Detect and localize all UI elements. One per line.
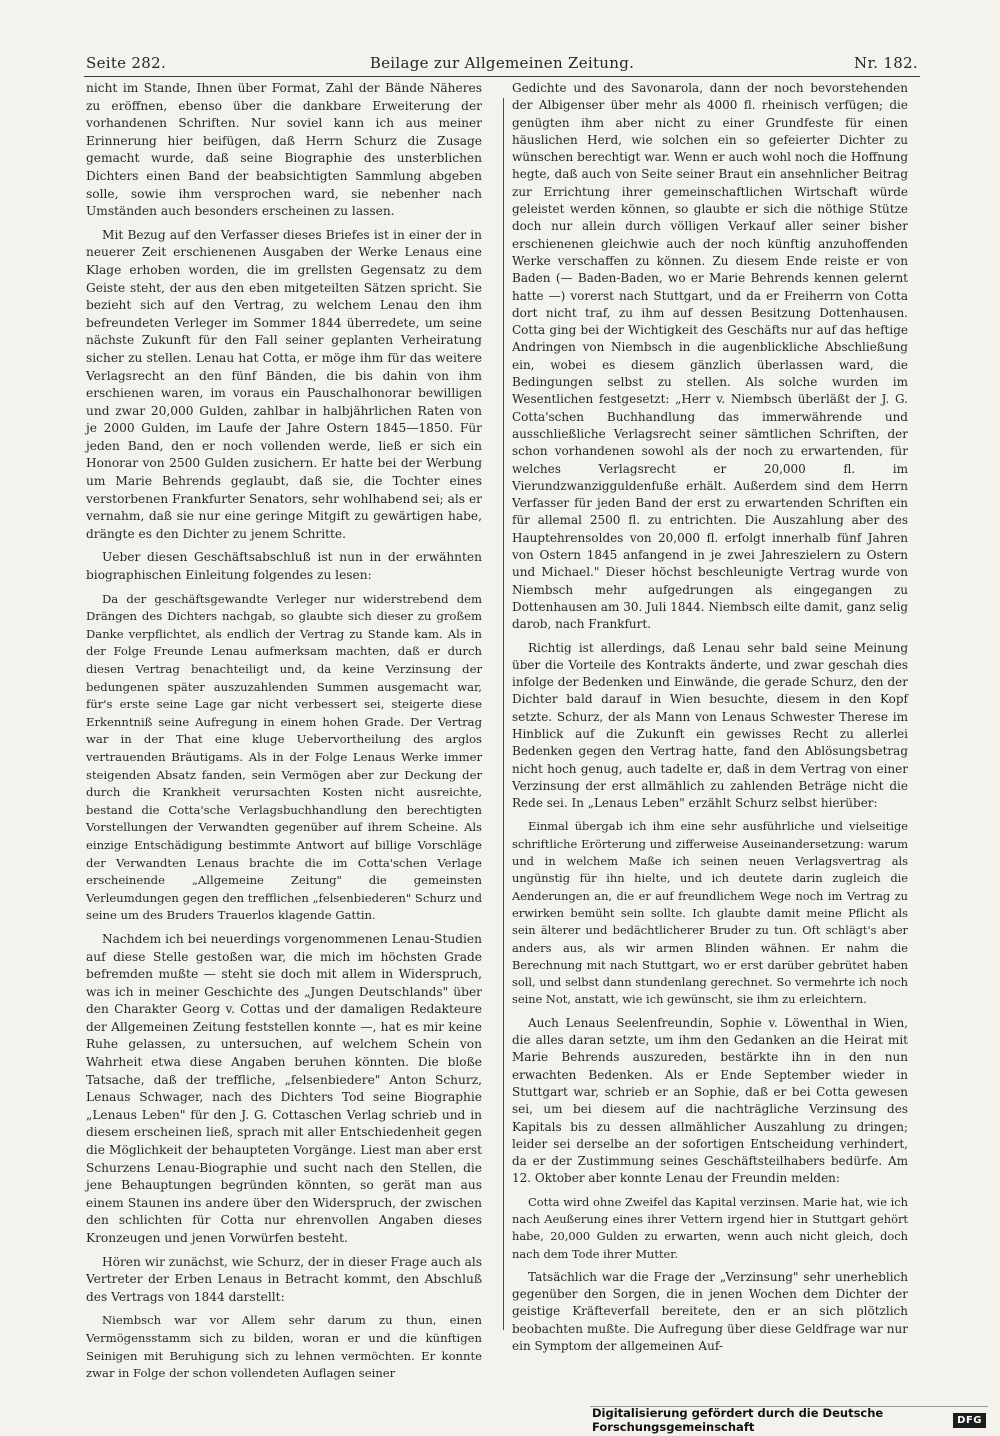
column-divider <box>503 98 504 1330</box>
header-rule <box>84 76 920 77</box>
left-column <box>86 80 482 1389</box>
page-number: Seite 282. <box>86 54 167 72</box>
block-quote: Cotta wird ohne Zweifel das Kapital verzinsen. Marie hat, wie ich nach Aeußerung eines ihrer Vettern irgend hier in Stuttgart gehört habe, 20,000 Gulden zu erwarten, wenn auch nicht gleich, doch nach dem Tode ihrer Mutter. <box>512 1194 908 1261</box>
paragraph: Richtig ist allerdings, daß Lenau sehr bald seine Meinung über die Vorteile des Kontrakts änderte, und zwar geschah dies infolge der Bedenken und Einwände, die gerade Schurz, den der Dichter bald darauf in Wien besuchte, diesem in den Kopf setzte. Schurz, der als Mann von Lenaus Schwester Therese im Hinblick auf die Zukunft ein gewisses Recht zu allerlei Bedenken gegen den Vertrag hatte, fand den Ablösungsbetrag nicht hoch genug, auch tadelte er, daß in dem Vertrag von einer Verzinsung der erst allmählich zu zahlenden Beträge nicht die Rede sei. In „Lenaus Leben" erzählt Schurz selbst hierüber: <box>512 640 908 811</box>
issue-number: Nr. 182. <box>854 54 918 72</box>
footer-text: Digitalisierung gefördert durch die Deutsche Forschungsgemeinschaft <box>592 1406 884 1434</box>
paragraph: Auch Lenaus Seelenfreundin, Sophie v. Löwenthal in Wien, die alles daran setzte, um ihm den Gedanken an die Heirat mit Marie Behrends auszureden, bestärkte ihn in den nun erwachten Bedenken. Als er Ende September wieder in Stuttgart war, schrieb er an Sophie, daß er bei Cotta gewesen sei, um bei diesem auf die nachträgliche Verzinsung des Kapitals bis zu dessen allmählicher Auszahlung zu dringen; leider sei derselbe an der sofortigen Entscheidung verhindert, da er der Zustimmung seines Geschäftsteilhabers bedürfe. Am 12. Oktober aber konnte Lenau der Freundin melden: <box>512 1015 908 1186</box>
footer-credit <box>592 1406 986 1434</box>
paragraph: Ueber diesen Geschäftsabschluß ist nun in der erwähnten biographischen Einleitung folgendes zu lesen: <box>86 550 482 583</box>
block-quote: Einmal übergab ich ihm eine sehr ausführliche und vielseitige schriftliche Erörterung und zifferweise Auseinandersetzung: warum und in welchem Maße ich seinen neuen Verlagsvertrag als ungünstig für ihn hielte, und ich deutete darin zugleich die Aenderungen an, die er auf freundlichem Wege noch im Vertrag zu erwirken bemüht sein sollte. Ich glaubte damit meine Pflicht als sein älterer und bedächtlicherer Bruder zu tun. Oft schlägt's aber anders aus, als wir armen Blinden wähnen. Er nahm die Berechnung mit nach Stuttgart, wo er erst darüber gebrütet haben soll, und selbst dann stundenlang gerechnet. So vermehrte ich noch seine Not, anstatt, wie ich gewünscht, sie ihm zu erleichtern. <box>512 819 908 1007</box>
paragraph: nicht im Stande, Ihnen über Format, Zahl der Bände Näheres zu eröffnen, ebenso über die dankbare Erweiterung der vorhandenen Schriften. Nur soviel kann ich aus meiner Erinnerung hier beifügen, daß Herrn Schurz die Zusage gemacht wurde, daß seine Biographie des unsterblichen Dichters einen Band der beabsichtigten Sammlung abgeben solle, sowie ihm versprochen ward, sie nebenher nach Umständen auch besonders erscheinen zu lassen. <box>86 81 482 219</box>
paragraph: Hören wir zunächst, wie Schurz, der in dieser Frage auch als Vertreter der Erben Lenaus in Betracht kommt, den Abschluß des Vertrags von 1844 darstellt: <box>86 1254 482 1304</box>
page-header <box>86 50 918 76</box>
right-column <box>512 80 908 1361</box>
paragraph: Gedichte und des Savonarola, dann der noch bevorstehenden der Albigenser über mehr als 4000 fl. rheinisch verfügen; die genügten ihm aber nicht zu einer Grundfeste für einen häuslichen Herd, wie solchen ein so gefeierter Dichter zu wünschen berechtigt war. Wenn er auch wohl noch die Hoffnung hegte, daß auch von Seite seiner Braut ein ansehnlicher Beitrag zur Errichtung ihrer gemeinschaftlichen Wirtschaft würde geleistet werden können, so glaubte er sich die nöthige Stütze doch nur allein durch völligen Verkauf aller seiner bisher erschienenen gleichwie auch der noch künftig anzuhoffenden Werke verschaffen zu können. Zu diesem Ende reiste er von Baden (— Baden-Baden, wo er Marie Behrends kennen gelernt hatte —) vorerst nach Stuttgart, und da er Freiherrn von Cotta dort nicht traf, zu ihm auf dessen Besitzung Dottenhausen. Cotta ging bei der Wichtigkeit des Geschäfts nur auf das heftige Andringen von Niembsch in die augenblickliche Abschließung ein, wobei es diesem gänzlich überlassen ward, die Bedingungen selbst zu stellen. Als solche wurden im Wesentlichen festgesetzt: „Herr v. Niembsch überläßt der J. G. Cotta'schen Buchhandlung das immerwährende und ausschließliche Verlagsrecht seiner sämtlichen Schriften, der schon vorhandenen sowohl als der noch zu erwartenden, für welches Verlagsrecht er 20,000 fl. im Vierundzwanzigguldenfuße erhält. Außerdem sind dem Herrn Verfasser für jeden Band der erst zu erwartenden Schriften ein für allemal 2500 fl. zu entrichten. Die Auszahlung aber des Hauptehrensoldes von 20,000 fl. erfolgt innerhalb fünf Jahren von Ostern 1845 anfangend in je zwei Jahreszielern zu Ostern und Michael." Dieser höchst beschleunigte Vertrag wurde von Niembsch mehr aufgedrungen als eingegangen zu Dottenhausen am 30. Juli 1844. Niembsch eilte damit, ganz selig darob, nach Frankfurt. <box>512 81 908 632</box>
paragraph: Tatsächlich war die Frage der „Verzinsung" sehr unerheblich gegenüber den Sorgen, die in jenen Wochen dem Dichter der geistige Kräfteverfall bereitete, den er an sich plötzlich beobachten mußte. Die Aufregung über diese Geldfrage war nur ein Symptom der allgemeinen Auf- <box>512 1269 908 1354</box>
block-quote: Niembsch war vor Allem sehr darum zu thun, einen Vermögensstamm sich zu bilden, woran er und die künftigen Seinigen mit Beruhigung sich zu lehnen vermöchten. Er konnte zwar in Folge der schon vollendeten Auflagen seiner <box>86 1313 482 1381</box>
paragraph: Nachdem ich bei neuerdings vorgenommenen Lenau-Studien auf diese Stelle gestoßen war, die mich im höchsten Grade befremden mußte — steht sie doch mit allem in Widerspruch, was ich in meiner Geschichte des „Jungen Deutschlands" über den Charakter Georg v. Cottas und der damaligen Redakteure der Allgemeinen Zeitung feststellen konnte —, hat es mir keine Ruhe gelassen, zu untersuchen, auf welchem Schein von Wahrheit etwa diese Angaben beruhen könnten. Die bloße Tatsache, daß der treffliche, „felsenbiedere" Anton Schurz, Lenaus Schwager, nach des Dichters Tod seine Biographie „Lenaus Leben" für den J. G. Cottaschen Verlag schrieb und in diesem erscheinen ließ, sprach mit aller Entschiedenheit gegen die Möglichkeit der behaupteten Vorgänge. Liest man aber erst Schurzens Lenau-Biographie und sucht nach den Stellen, die jene Behauptungen begründen könnten, so gerät man aus einem Staunen ins andere über den Widerspruch, der zwischen den schlichten für Cotta nur ehrenvollen Angaben dieses Kronzeugen und jenen Vorwürfen besteht. <box>86 931 482 1245</box>
dfg-logo-icon: DFG <box>953 1413 986 1428</box>
block-quote: Da der geschäftsgewandte Verleger nur widerstrebend dem Drängen des Dichters nachgab, so glaubte sich dieser zu großem Danke verpflichtet, als endlich der Vertrag zu Stande kam. Als in der Folge Freunde Lenau aufmerksam machten, daß er durch diesen Vertrag benachteiligt und, da keine Verzinsung der bedungenen später auszuzahlenden Summen ausgemacht war, für's erste seine Lage gar nicht verbessert sei, steigerte diese Erkenntniß seine Aufregung in einem hohen Grade. Der Vertrag war in der That eine kluge Uebervortheilung des arglos vertrauenden Bräutigams. Als in der Folge Lenaus Werke immer steigenden Absatz fanden, sein Vermögen aber zur Deckung der durch die Krankheit verursachten Kosten nicht ausreichte, bestand die Cotta'sche Verlagsbuchhandlung den berechtigten Vorstellungen der Verwandten gegenüber auf ihrem Scheine. Als einzige Entschädigung bestimmte Antwort auf billige Vorschläge der Verwandten Lenaus brachte die im Cotta'schen Verlage erscheinende „Allgemeine Zeitung" die gemeinsten Verleumdungen gegen den trefflichen „felsenbiederen" Schurz und seine um des Bruders Trauerlos klagende Gattin. <box>86 591 482 923</box>
paragraph: Mit Bezug auf den Verfasser dieses Briefes ist in einer der in neuerer Zeit erschienenen Ausgaben der Werke Lenaus eine Klage erhoben worden, die im grellsten Gegensatz zu dem Geiste steht, der aus den eben mitgeteilten Sätzen spricht. Sie bezieht sich auf den Vertrag, zu welchem Lenau den ihm befreundeten Verleger im Sommer 1844 überredete, um seine nächste Zukunft für den Fall seiner geplanten Verheiratung sicher zu stellen. Lenau hat Cotta, er möge ihm für das weitere Verlagsrecht an den fünf Bänden, die bis dahin von ihm erschienen waren, im voraus ein Pauschalhonorar bewilligen und zwar 20,000 Gulden, zahlbar in halbjährlichen Raten von je 2000 Gulden, im Laufe der Jahre Ostern 1845—1850. Für jeden Band, den er noch vollenden werde, ließ er sich ein Honorar von 2500 Gulden zusichern. Er hatte bei der Werbung um Marie Behrends geglaubt, daß sie, die Tochter eines verstorbenen Frankfurter Senators, sehr wohlhabend sei; als er vernahm, daß sie nur eine geringe Mitgift zu gewärtigen habe, drängte es den Dichter zu jenem Schritte. <box>86 227 482 541</box>
publication-title: Beilage zur Allgemeinen Zeitung. <box>369 54 635 72</box>
